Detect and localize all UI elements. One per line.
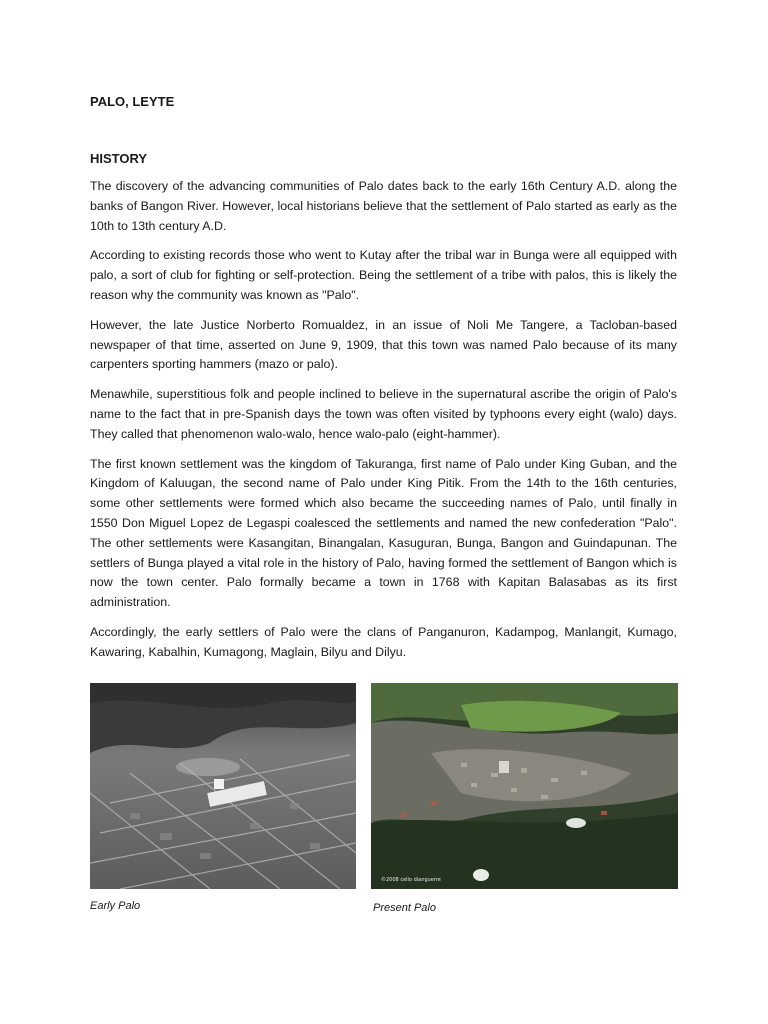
page-title: PALO, LEYTE [90, 94, 175, 109]
paragraph-5: The first known settlement was the kingdom of Takuranga, first name of Palo under King Guban, and the Kingdom of Kaluugan, the second name of Palo under King Pitik. From the 14th to the 16th centuries, some other settlements were formed which also became the succeeding names of Palo, until finally in 1550 Don Miguel Lopez de Legaspi coalesced the settlements and named the new confederation "Palo". The other settlements were Kasangitan, Binangalan, Kasuguran, Bunga, Bangon and Guindapunan. The settlers of Bunga played a vital role in the history of Palo, having formed the settlement of Bangon which is now the town center. Palo formally became a town in 1768 with Kapitan Balasabas as its first administration. [90, 456, 677, 610]
present-palo-caption: Present Palo [373, 902, 436, 914]
present-palo-photo [371, 683, 678, 889]
paragraph-4: Menawhile, superstitious folk and people inclined to believe in the supernatural ascribe the origin of Palo's name to the fact that in pre-Spanish days the town was often visited by typhoons every eight (walo) days. They called that phenomenon walo-walo, hence walo-palo (eight-hammer). [90, 387, 677, 441]
paragraph-1: The discovery of the advancing communities of Palo dates back to the early 16th Century A.D. along the banks of Bangon River. However, local historians believe that the settlement of Palo started as early as the 10th to 13th century A.D. [90, 179, 677, 233]
early-palo-photo [90, 683, 356, 889]
present-palo-aerial-image [371, 683, 678, 889]
paragraph-3: However, the late Justice Norberto Romualdez, in an issue of Noli Me Tangere, a Tacloban-based newspaper of that time, asserted on June 9, 1909, that this town was named Palo because of its many carpenters sporting hammers (mazo or palo). [90, 317, 677, 372]
document-page [90, 93, 677, 673]
early-palo-caption: Early Palo [90, 900, 141, 912]
paragraph-2: According to existing records those who went to Kutay after the tribal war in Bunga were all equipped with palo, a sort of club for fighting or self-protection. Being the settlement of a tribe with palos, this is likely the reason why the community was known as "Palo". [90, 248, 677, 302]
section-heading-history: HISTORY [90, 151, 148, 166]
photo-watermark: ©2008 cello dianguerre [381, 877, 441, 883]
early-palo-aerial-image [90, 683, 356, 889]
photo-gallery [90, 683, 678, 918]
paragraph-6: Accordingly, the early settlers of Palo were the clans of Panganuron, Kadampog, Manlangit, Kumago, Kawaring, Kabalhin, Kumagong, Maglain, Bilyu and Dilyu. [90, 624, 677, 659]
